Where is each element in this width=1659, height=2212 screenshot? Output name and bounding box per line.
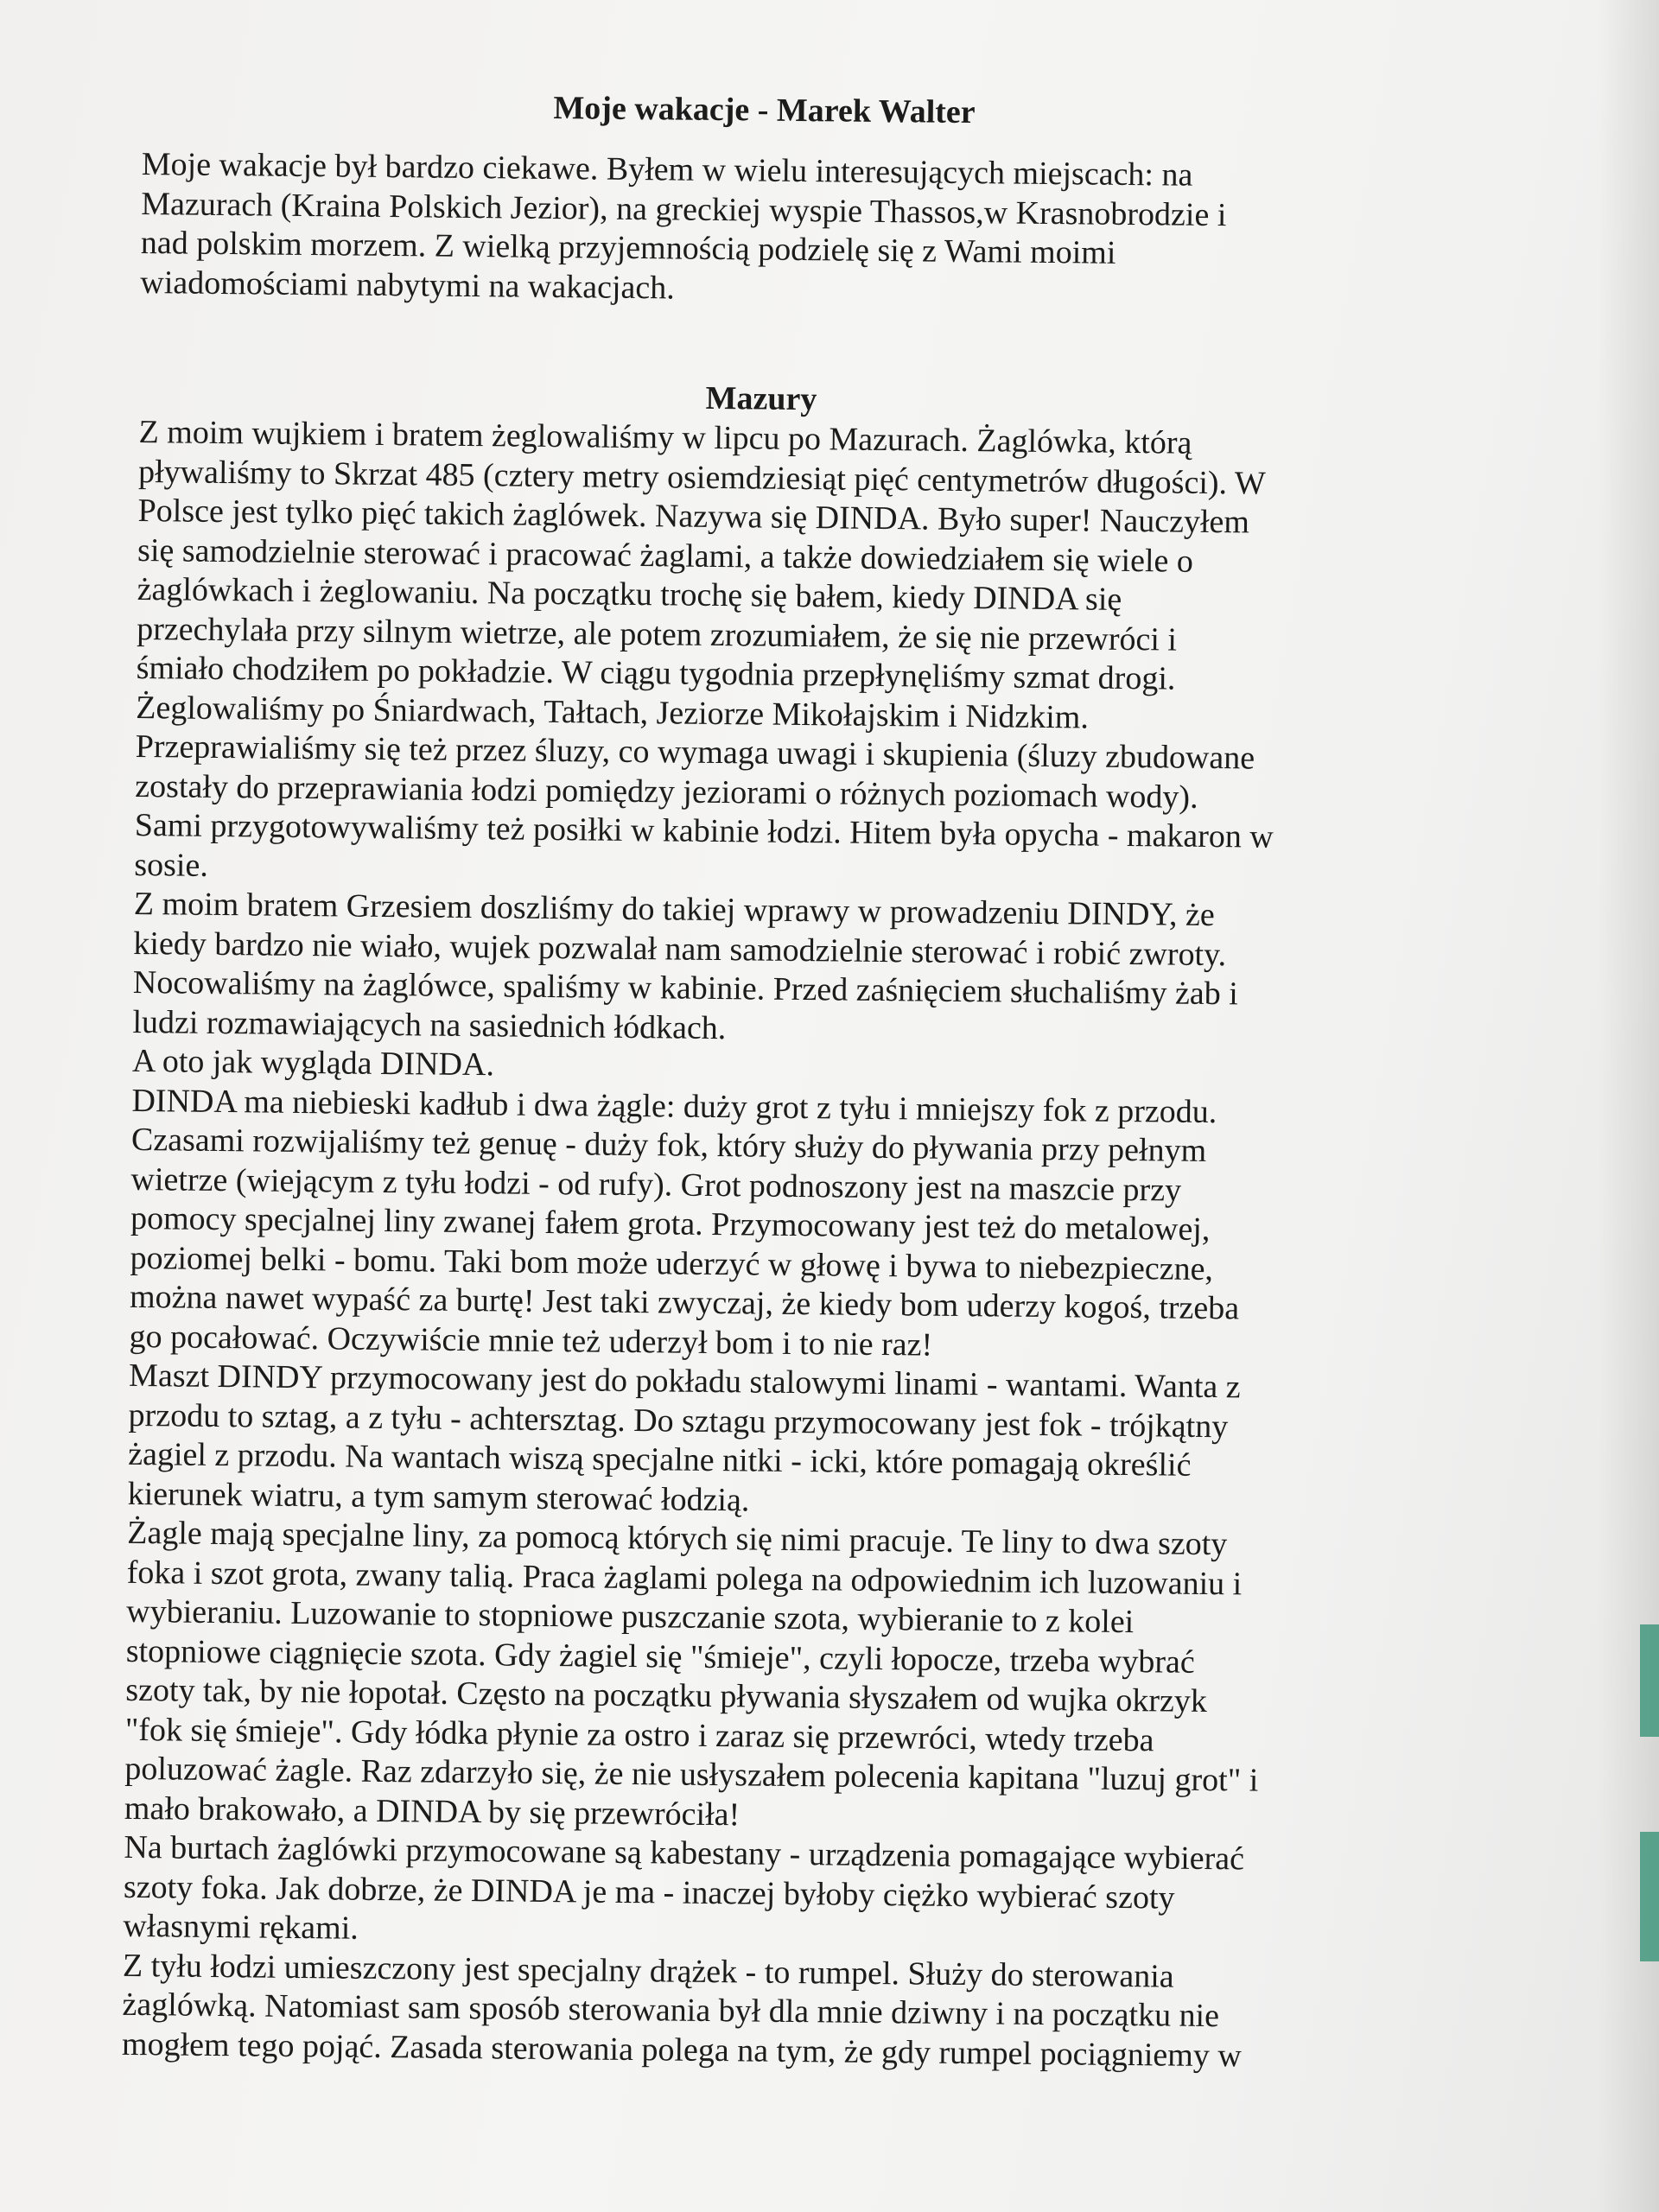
body-line: sosie.: [134, 846, 209, 884]
body-line: foka i szot grota, zwany talią. Praca żaglami polega na odpowiednim ich luzowaniu i: [126, 1554, 1243, 1602]
body-line: żaglówką. Natomiast sam sposób sterowania był dla mnie dziwny i na początku nie: [122, 1986, 1220, 2035]
body-line: żaglówkach i żeglowaniu. Na początku trochę się bałem, kiedy DINDA się: [137, 570, 1122, 618]
body-line: Polsce jest tylko pięć takich żaglówek. Nazywa się DINDA. Było super! Nauczyłem: [137, 492, 1250, 541]
body-line: żagiel z przodu. Na wantach wiszą specjalne nitki - icki, które pomagają określić: [127, 1435, 1192, 1484]
body-line: A oto jak wygląda DINDA.: [131, 1042, 495, 1084]
intro-line: nad polskim morzem. Z wielką przyjemnością podzielę się z Wami moimi: [140, 224, 1116, 271]
intro-line: wiadomościami nabytymi na wakacjach.: [140, 264, 675, 306]
body-line: kiedy bardzo nie wiało, wujek pozwalał nam samodzielnie sterować i robić zwroty.: [133, 925, 1227, 973]
document-title: Moje wakacje - Marek Walter: [553, 89, 976, 131]
body-line: przodu to sztag, a z tyłu - achtersztag. Do sztagu przymocowany jest fok - trójkątny: [128, 1396, 1229, 1445]
body-line: poluzować żagle. Raz zdarzyło się, że nie usłyszałem polecenia kapitana "luzuj grot" i: [124, 1750, 1259, 1799]
body-line: pływaliśmy to Skrzat 485 (cztery metry osiemdziesiąt pięć centymetrów długości). W: [137, 453, 1266, 502]
body-line: Czasami rozwijaliśmy też genuę - duży fok, który służy do pływania przy pełnym: [130, 1121, 1207, 1169]
body-line: Z tyłu łodzi umieszczony jest specjalny drążek - to rumpel. Służy do sterowania: [122, 1947, 1174, 1995]
body-line: mało brakowało, a DINDA by się przewróciła!: [124, 1789, 741, 1833]
body-text: [122, 413, 1383, 2077]
body-line: "fok się śmieje". Gdy łódka płynie za ostro i zaraz się przewróci, wtedy trzeba: [124, 1711, 1154, 1758]
intro-line: Moje wakacje był bardzo ciekawe. Byłem w wielu interesujących miejscach: na: [141, 145, 1193, 194]
intro-paragraph: [140, 145, 1386, 315]
body-line: wybieraniu. Luzowanie to stopniowe puszczanie szota, wybieranie to z kolei: [126, 1592, 1135, 1641]
body-line: Żagle mają specjalne liny, za pomocą których się nimi pracuje. Te liny to dwa szoty: [127, 1514, 1228, 1563]
body-line: Nocowaliśmy na żaglówce, spaliśmy w kabinie. Przed zaśnięciem słuchaliśmy żab i: [132, 963, 1239, 1013]
body-line: Sami przygotowywaliśmy też posiłki w kabinie łodzi. Hitem była opycha - makaron w: [134, 806, 1274, 855]
body-line: Z moim bratem Grzesiem doszliśmy do takiej wprawy w prowadzeniu DINDY, że: [133, 885, 1215, 934]
body-line: Przeprawialiśmy się też przez śluzy, co wymaga uwagi i skupienia (śluzy zbudowane: [135, 728, 1255, 777]
body-line: pomocy specjalnej liny zwanej fałem grota. Przymocowany jest też do metalowej,: [130, 1199, 1211, 1249]
body-line: własnymi rękami.: [123, 1907, 359, 1947]
body-line: poziomej belki - bomu. Taki bom może uderzyć w głowę i bywa to niebezpieczne,: [130, 1239, 1214, 1287]
background-green-strip-upper: [1640, 1624, 1659, 1737]
body-line: przechylała przy silnym wietrze, ale potem zrozumiałem, że się nie przewróci i: [136, 610, 1178, 658]
document-body: [122, 69, 1387, 2077]
body-line: Żeglowaliśmy po Śniardwach, Tałtach, Jeziorze Mikołajskim i Nidzkim.: [136, 689, 1090, 736]
section-title-mazury: Mazury: [705, 379, 817, 418]
body-line: śmiało chodziłem po pokładzie. W ciągu tygodnia przepłynęliśmy szmat drogi.: [136, 649, 1176, 697]
intro-line: Mazurach (Kraina Polskich Jezior), na greckiej wyspie Thassos,w Krasnobrodzie i: [141, 185, 1227, 233]
body-line: ludzi rozmawiających na sasiednich łódkach.: [132, 1003, 727, 1046]
body-line: zostały do przeprawiania łodzi pomiędzy jeziorami o różnych poziomach wody).: [135, 767, 1198, 816]
body-line: Z moim wujkiem i bratem żeglowaliśmy w lipcu po Mazurach. Żaglówka, którą: [138, 413, 1192, 461]
body-line: mogłem tego pojąć. Zasada sterowania polega na tym, że gdy rumpel pociągniemy w: [121, 2025, 1243, 2074]
body-line: Maszt DINDY przymocowany jest do pokładu stalowymi linami - wantami. Wanta z: [128, 1357, 1241, 1406]
body-line: kierunek wiatru, a tym samym sterować łodzią.: [127, 1475, 750, 1518]
body-line: wietrze (wiejącym z tyłu łodzi - od rufy). Grot podnoszony jest na maszcie przy: [130, 1160, 1182, 1209]
body-line: Na burtach żaglówki przymocowane są kabestany - urządzenia pomagające wybierać: [124, 1828, 1245, 1878]
body-line: szoty foka. Jak dobrze, że DINDA je ma - inaczej byłoby ciężko wybierać szoty: [123, 1868, 1175, 1916]
background-green-strip-lower: [1640, 1832, 1659, 1961]
body-line: się samodzielnie sterować i pracować żaglami, a także dowiedziałem się wiele o: [137, 531, 1194, 580]
body-line: DINDA ma niebieski kadłub i dwa żągle: duży grot z tyłu i mniejszy fok z przodu.: [131, 1082, 1217, 1130]
body-line: można nawet wypaść za burtę! Jest taki zwyczaj, że kiedy bom uderzy kogoś, trzeba: [129, 1278, 1240, 1327]
body-line: stopniowe ciągnięcie szota. Gdy żagiel się "śmieje", czyli łopocze, trzeba wybrać: [125, 1632, 1196, 1681]
body-line: go pocałować. Oczywiście mnie też uderzył bom i to nie raz!: [129, 1318, 933, 1363]
body-line: szoty tak, by nie łopotał. Często na początku pływania słyszałem od wujka okrzyk: [125, 1671, 1208, 1720]
